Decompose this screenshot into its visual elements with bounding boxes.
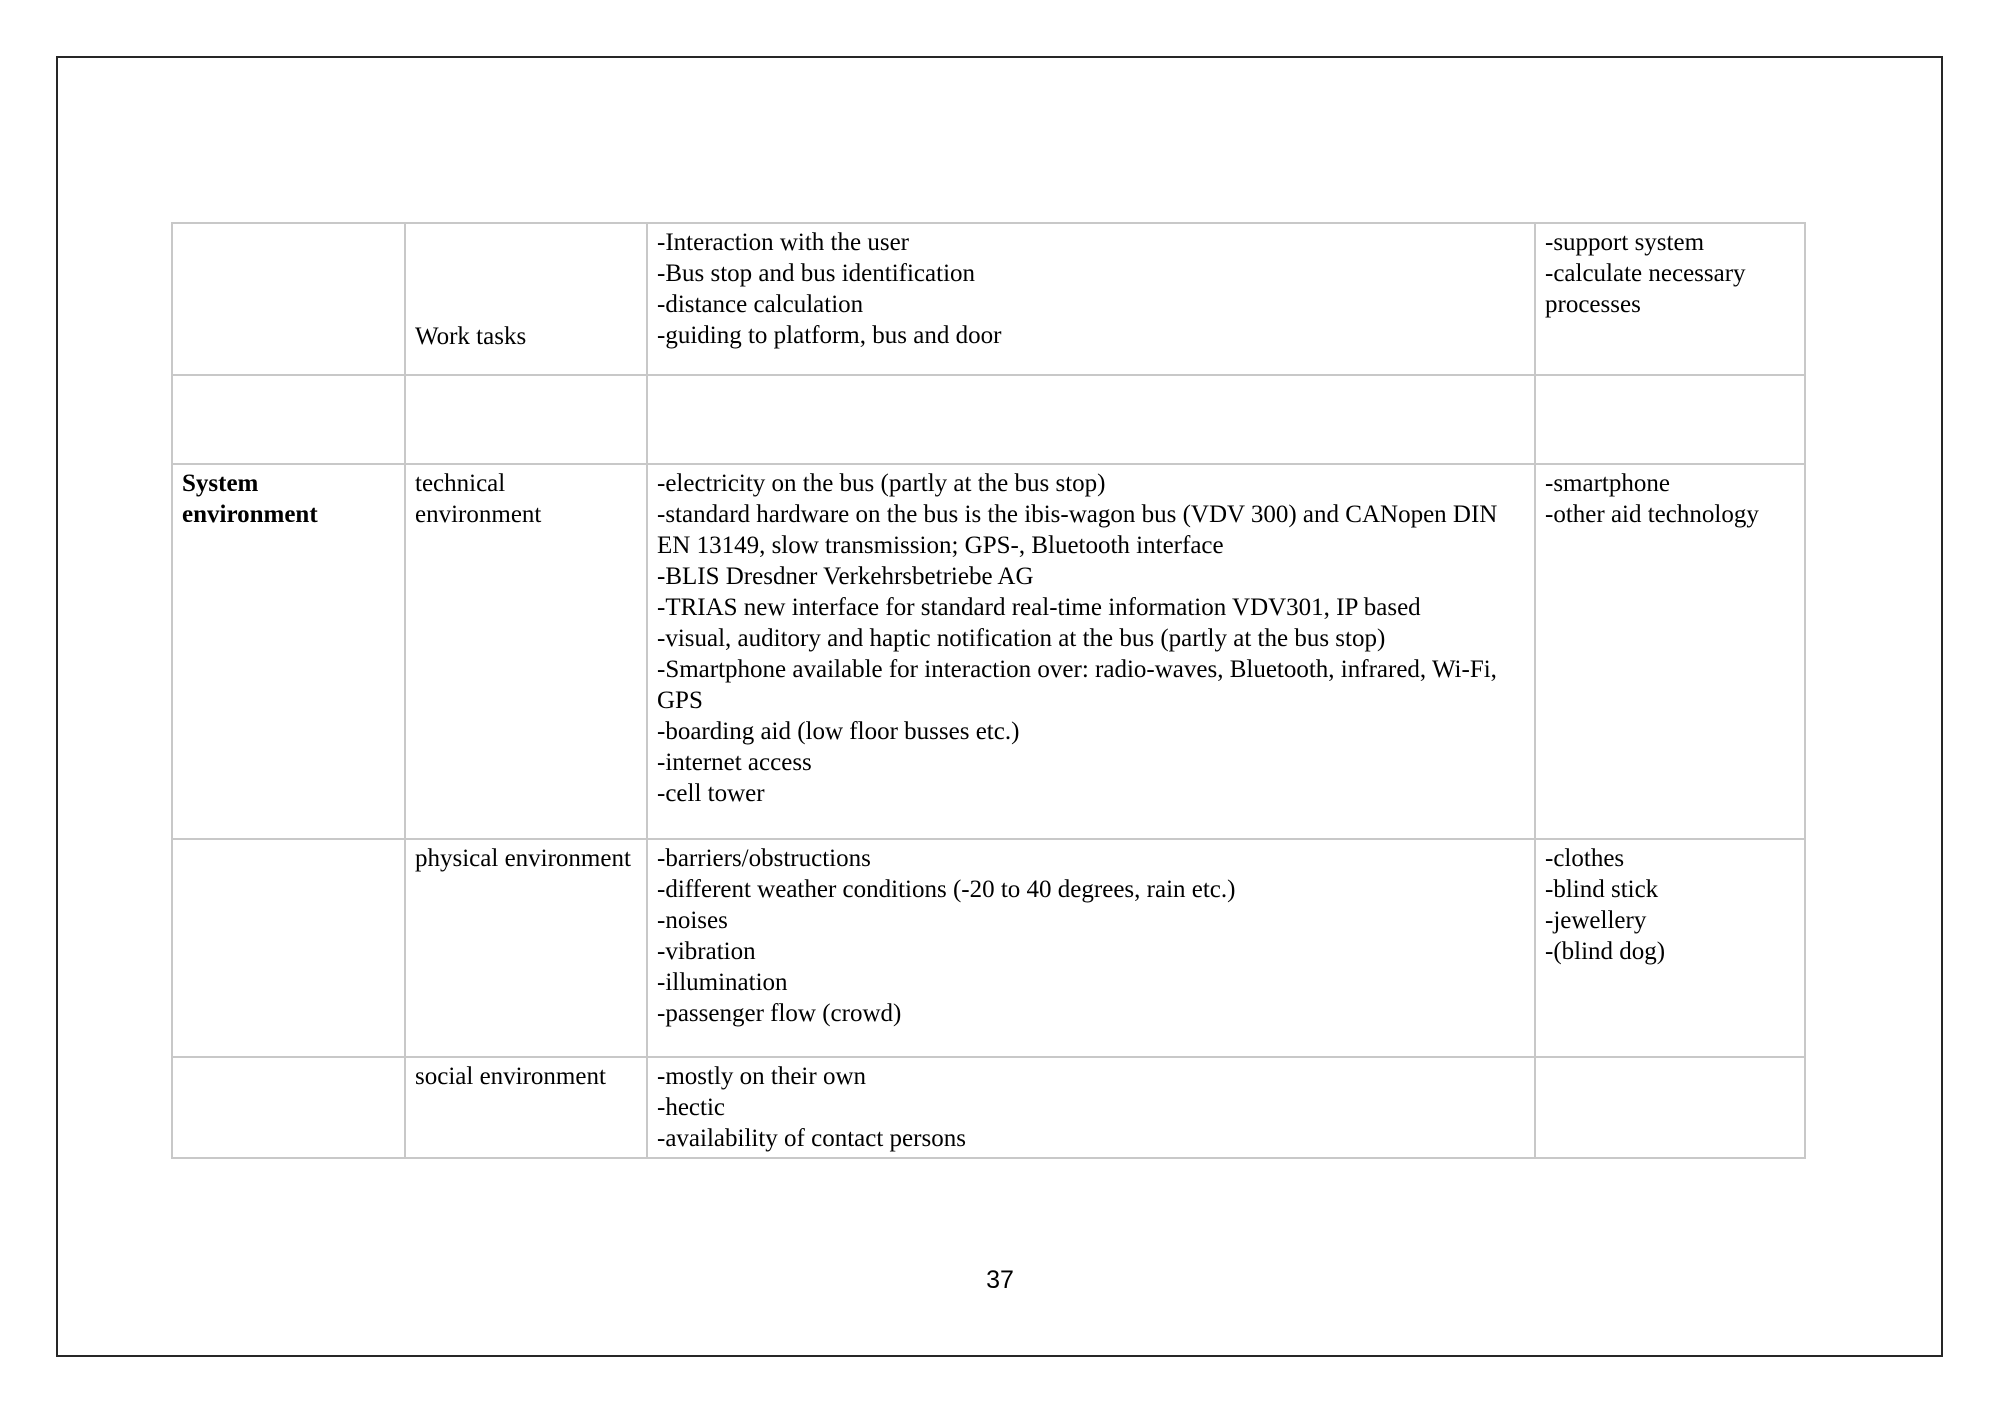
- category-cell: [406, 376, 648, 465]
- row-header-cell: [173, 465, 406, 840]
- detail-item: -standard hardware on the bus is the ibis-wagon bus (VDV 300) and CANopen DIN EN 13149, slow transmission; GPS-, Bluetooth interface: [657, 501, 1498, 559]
- table-row-technical-environment: [173, 465, 1806, 840]
- aids-cell: [1536, 224, 1806, 376]
- detail-item: -hectic: [657, 1094, 726, 1121]
- detail-item: -BLIS Dresdner Verkehrsbetriebe AG: [657, 563, 1034, 590]
- row-header-cell: [173, 376, 406, 465]
- system-environment-table: [171, 222, 1806, 1159]
- aid-item: -blind stick: [1545, 876, 1659, 903]
- detail-item: -mostly on their own: [657, 1063, 867, 1090]
- aid-item: -smartphone: [1545, 470, 1670, 497]
- detail-item: -guiding to platform, bus and door: [657, 322, 1002, 349]
- detail-item: -electricity on the bus (partly at the bus stop): [657, 470, 1106, 497]
- detail-item: -passenger flow (crowd): [657, 1000, 902, 1027]
- category-label: technical environment: [415, 470, 542, 528]
- table-row-work-tasks: [173, 224, 1806, 376]
- detail-item: -different weather conditions (-20 to 40 degrees, rain etc.): [657, 876, 1236, 903]
- detail-item: -Smartphone available for interaction over: radio-waves, Bluetooth, infrared, Wi-Fi, GPS: [657, 656, 1497, 714]
- category-cell: [406, 840, 648, 1058]
- category-label: physical environment: [415, 845, 631, 872]
- aids-cell: [1536, 1058, 1806, 1159]
- category-label: Work tasks: [415, 323, 527, 350]
- category-cell: [406, 224, 648, 376]
- detail-item: -vibration: [657, 938, 756, 965]
- aid-item: -clothes: [1545, 845, 1625, 872]
- detail-item: -TRIAS new interface for standard real-time information VDV301, IP based: [657, 594, 1421, 621]
- category-label: social environment: [415, 1063, 606, 1090]
- details-cell: [648, 224, 1536, 376]
- details-cell: [648, 465, 1536, 840]
- aids-cell: [1536, 376, 1806, 465]
- aid-item: -other aid technology: [1545, 501, 1759, 528]
- aid-item: -jewellery: [1545, 907, 1647, 934]
- detail-item: -availability of contact persons: [657, 1125, 966, 1152]
- row-header-cell: [173, 224, 406, 376]
- details-cell: [648, 840, 1536, 1058]
- aids-cell: [1536, 465, 1806, 840]
- detail-item: -Interaction with the user: [657, 229, 909, 256]
- aids-cell: [1536, 840, 1806, 1058]
- table-row-spacer: [173, 376, 1806, 465]
- row-header-label: System environment: [182, 470, 318, 528]
- detail-item: -cell tower: [657, 780, 765, 807]
- detail-item: -illumination: [657, 969, 788, 996]
- aid-item: -calculate necessary processes: [1545, 260, 1746, 318]
- aid-item: -(blind dog): [1545, 938, 1666, 965]
- detail-item: -boarding aid (low floor busses etc.): [657, 718, 1020, 745]
- row-header-cell: [173, 840, 406, 1058]
- aid-item: -support system: [1545, 229, 1705, 256]
- table-row-social-environment: [173, 1058, 1806, 1159]
- table-row-physical-environment: [173, 840, 1806, 1058]
- detail-item: -visual, auditory and haptic notification at the bus (partly at the bus stop): [657, 625, 1386, 652]
- detail-item: -internet access: [657, 749, 812, 776]
- detail-item: -noises: [657, 907, 728, 934]
- category-cell: [406, 465, 648, 840]
- detail-item: -Bus stop and bus identification: [657, 260, 976, 287]
- row-header-cell: [173, 1058, 406, 1159]
- category-cell: [406, 1058, 648, 1159]
- details-cell: [648, 376, 1536, 465]
- details-cell: [648, 1058, 1536, 1159]
- detail-item: -distance calculation: [657, 291, 864, 318]
- page-number: 37: [986, 1266, 1014, 1294]
- detail-item: -barriers/obstructions: [657, 845, 871, 872]
